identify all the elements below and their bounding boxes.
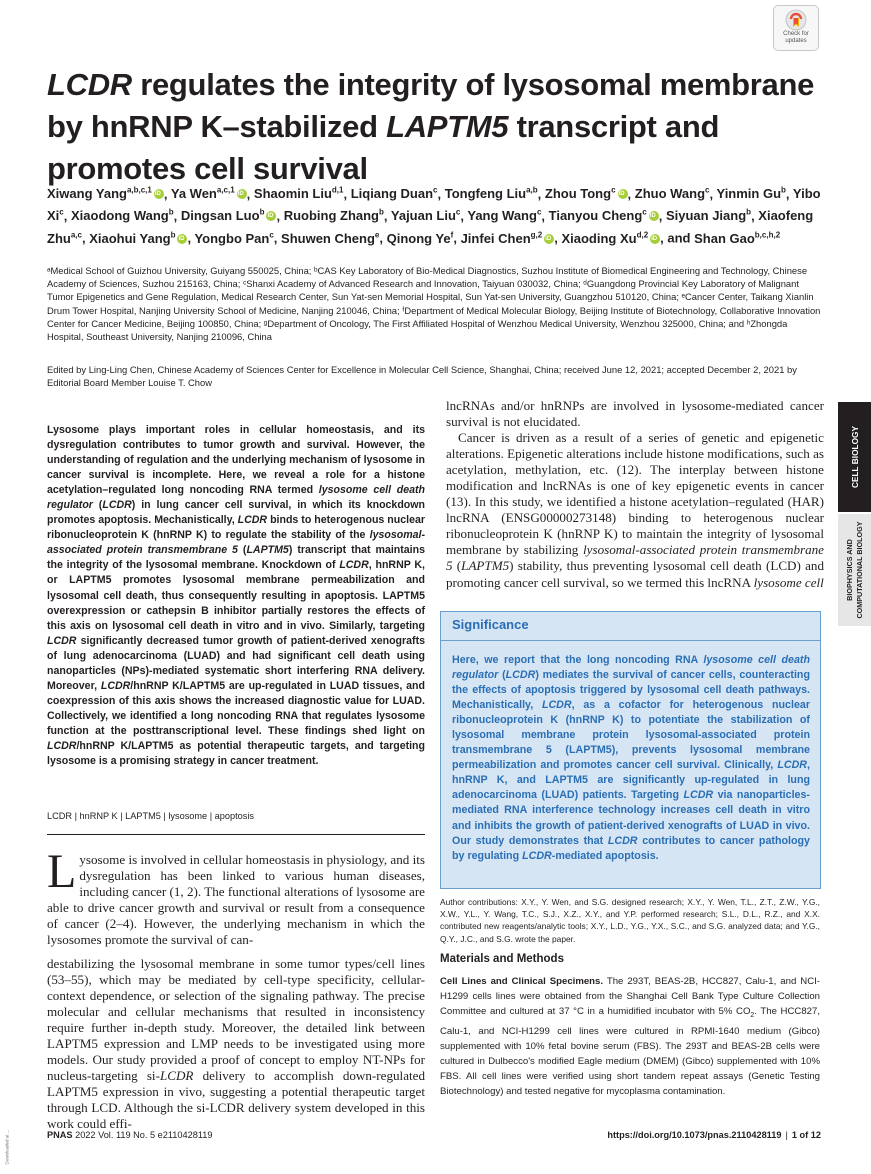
abstract-text: LCDR — [102, 499, 132, 512]
sig-text: LCDR — [505, 669, 536, 682]
abstract-text: ) transcript that maintains the integrity of the lysosomal membrane. Knockdown of — [47, 544, 425, 572]
sig-text: via nanoparticles-mediated RNA interference technology increases cell death in vitro and inhibits the growth of patient-derived xenografts of LUAD in vivo. Our study demonstrates that — [452, 789, 810, 847]
right-text: ) stability, thus preventing lysosomal cell death (LCD) and promoting cancer cell survival, so we termed this lncRNA — [446, 558, 825, 590]
abstract-text: LCDR — [47, 634, 77, 647]
author[interactable] — [71, 208, 174, 223]
author-name: Yongbo Pan — [194, 230, 270, 246]
abstract-text: binds to heterogenous nuclear ribonucleoprotein K (hnRNP K) to regulate the stability of the — [47, 514, 425, 542]
orcid-icon[interactable] — [618, 189, 628, 199]
sig-text: LCDR — [607, 834, 638, 847]
abstract-text: ( — [92, 499, 103, 512]
author[interactable] — [461, 231, 555, 246]
author[interactable] — [281, 231, 379, 246]
author-name: Xiaohui Yang — [89, 230, 171, 246]
author-name: Shan Gao — [694, 230, 755, 246]
abstract — [47, 423, 425, 769]
author-affiliation-marker: f — [450, 230, 454, 240]
author-contributions: Author contributions: X.Y., Y. Wen, and S.G. designed research; X.Y., Y. Wen, T.L., Z.T., Z.W., Y.G., X.W., Y.L., Y. Wang, T.C., S.J., X.Z., X.Y., and Y.P. performed research; S.L., D.L., R.Z., and X.X. contributed new reagents/analytic tools; X.Y., L.D., Y.G., Y.X., S.C., and S.G. analyzed data; and Y.G., Q.Y., J.C., and S.G. wrote the paper. — [440, 897, 820, 944]
bookmark-icon — [785, 9, 807, 31]
author-name: Ya Wen — [170, 186, 217, 202]
title-part-lcdr: LCDR — [47, 67, 132, 102]
divider — [47, 834, 425, 835]
orcid-icon[interactable] — [237, 189, 247, 199]
footer-right — [574, 1130, 821, 1140]
author-affiliation-marker: a,c — [70, 230, 82, 240]
author-affiliation-marker: c — [269, 230, 274, 240]
author[interactable] — [387, 231, 454, 246]
right-text: Cancer is driven as a result of a series of genetic and epigenetic alterations. Epigenetic alterations include histone modifications, such as acetylation, methylation, etc. (12). The interplay between histone modification and lncRNAs is one of key epigenetic events in cancer (13). In this study, we identified a histone acetylation–regulated (HAR) lncRNA (ENSG00000273148) binding to heterogenous nuclear ribonucleoprotein K (hnRNP K) to maintain the integrity of lysosomal membrane by stabilizing — [446, 430, 824, 558]
orcid-icon[interactable] — [649, 211, 659, 221]
orcid-icon[interactable] — [544, 234, 554, 244]
author-affiliation-marker: b — [746, 208, 752, 218]
sig-text: lysosome cell death regulator — [452, 654, 810, 682]
abstract-text: /hnRNP K/LAPTM5 are up-regulated in LUAD tissues, and coexpression of this axis shows the increased diagnostic value for LUAD. Collectively, we identified a long noncoding RNA that regulates lysosome function at the posttranscriptional level. These findings shed light on — [47, 679, 425, 737]
author[interactable] — [194, 231, 273, 246]
author-affiliation-marker: e — [374, 230, 380, 240]
tab-biophysics-label — [845, 521, 865, 618]
author-affiliation-marker: a,b — [526, 186, 538, 195]
abstract-text: LCDR — [339, 559, 369, 572]
significance-divider — [441, 640, 820, 641]
sig-text: , hnRNP K, and LAPTM5 are significantly up-regulated in lung adenocarcinoma (LUAD) patients. Targeting — [452, 759, 810, 802]
right-text-italic: LAPTM5 — [461, 558, 510, 574]
title-part-laptm5: LAPTM5 — [386, 109, 509, 144]
citation-text: 2022 Vol. 119 No. 5 e2110428119 — [72, 1130, 213, 1140]
intro-paragraph-1 — [47, 845, 425, 948]
author-affiliation-marker: b,c,h,2 — [754, 230, 781, 240]
orcid-icon[interactable] — [154, 189, 164, 199]
footer-separator: | — [785, 1130, 788, 1140]
download-watermark — [2, 1122, 12, 1172]
edited-by-line: Edited by Ling-Ling Chen, Chinese Academy of Sciences Center for Excellence in Molecular Cell Science, Shanghai, China; received June 12, 2021; accepted December 2, 2021 by Editorial Board Member Louise T. Chow — [47, 364, 797, 388]
author-name: Xiaofeng Zhu — [47, 208, 814, 246]
right-paragraph-2 — [446, 430, 824, 590]
badge-line-2: updates — [785, 38, 807, 44]
author[interactable] — [694, 231, 780, 246]
abstract-text: LAPTM5 — [246, 544, 289, 557]
author-affiliation-marker: c — [611, 186, 616, 195]
affiliations: ᵃMedical School of Guizhou University, Guiyang 550025, China; ᵇCAS Key Laboratory of Bio-Medical Diagnostics, Suzhou Institute of Biomedical Engineering and Technology, Chinese Academy of Sciences, Suzhou 215163, China; ᶜShanxi Academy of Advanced Research and Innovation, Taiyuan 030032, China; ᵈGuangdong Provincial Key Laboratory of Malignant Tumor Epigenetics and Gene Regulation, Medical Research Center, Sun Yat-sen Memorial Hospital, Sun Yat-sen University, Guangzhou 510120, China; ᵉCancer Center, Taikang Xianlin Drum Tower Hospital, Nanjing University School of Medicine, Nanjing 210046, China; ᶠDepartment of Medical Molecular Biology, Beijing Institute of Biotechnology, Collaborative Innovation Center for Cancer Medicine, Beijing 100850, China; ᵍDepartment of Oncology, The First Affiliated Hospital of Wenzhou Medical University, Wenzhou 325000, China; and ʰZhongda Hospital, Southeast University, Nanjing 210096, China — [47, 265, 821, 343]
abstract-text: , hnRNP K, or LAPTM5 promotes lysosomal membrane permeabilization and lysosomal cell death, thus consequently resulting in apoptosis. LAPTM5 overexpression or cathepsin B inhibitor partially restores the effects of this axis on lysosomal cell death in vitro and in vivo. Similarly, targeting — [47, 559, 425, 632]
watermark-text: Downloaded at ... — [4, 1129, 10, 1165]
check-for-updates-badge[interactable] — [773, 5, 819, 51]
author-name: Shuwen Cheng — [281, 230, 375, 246]
author-name: Zhou Tong — [544, 186, 612, 202]
author-affiliation-marker: c — [642, 208, 647, 218]
author-name: Jinfei Chen — [460, 230, 531, 246]
sig-text: ( — [498, 669, 506, 682]
author-affiliation-marker: g,2 — [530, 230, 543, 240]
author[interactable] — [549, 208, 659, 223]
title-part-2: regulates the integrity of lysosomal membrane by hnRNP K–stabilized — [47, 67, 815, 144]
author-name: Ruobing Zhang — [283, 208, 379, 224]
sig-text: , as a cofactor for heterogenous nuclear ribonucleoprotein K (hnRNP K) to potentiate the stabilization of lysosomal membrane protein lysosomal-associated protein transmembrane 5 (LAPTM5), prevents lysosomal membrane permeabilization and promotes cancer cell survival. Clinically, — [452, 699, 810, 772]
orcid-icon[interactable] — [266, 211, 276, 221]
significance-title: Significance — [452, 617, 529, 632]
author-affiliation-marker: c — [59, 208, 64, 218]
author[interactable] — [717, 186, 786, 201]
title-part-4: transcript and promotes cell survival — [47, 109, 720, 186]
methods-heading: Materials and Methods — [440, 953, 564, 965]
author-affiliation-marker: c — [433, 186, 438, 195]
author-affiliation-marker: d,1 — [331, 186, 344, 195]
tab-biophysics[interactable] — [838, 514, 871, 626]
keywords: LCDR | hnRNP K | LAPTM5 | lysosome | apoptosis — [47, 811, 254, 821]
author[interactable] — [351, 186, 438, 201]
sig-text: LCDR — [541, 699, 572, 712]
right-paragraph-1: lncRNAs and/or hnRNPs are involved in lysosome-mediated cancer survival is not elucidated. — [446, 398, 824, 430]
doi-link[interactable]: https://doi.org/10.1073/pnas.2110428119 — [607, 1130, 782, 1140]
sig-text: LCDR — [683, 789, 714, 802]
methods-subheading: Cell Lines and Clinical Specimens. — [440, 976, 604, 987]
methods-body-subscript: 2 — [750, 1012, 755, 1020]
author-name: Xiaodong Wang — [70, 208, 169, 224]
author[interactable] — [171, 186, 247, 201]
orcid-icon[interactable] — [177, 234, 187, 244]
author-name: Xiwang Yang — [47, 186, 127, 202]
methods-text — [440, 974, 820, 1100]
intro-text: ysosome is involved in cellular homeostasis in physiology, and its dysregulation has been linked to various human diseases, including cancer (1, 2). The functional alterations of lysosome are able to drive cancer growth and survival or result from a consequence of cancer (2–4). However, the underlying mechanism in which the lysosomes promote the survival of can- — [47, 852, 425, 948]
sig-text: LCDR — [522, 849, 552, 862]
sig-text: LCDR — [777, 759, 808, 772]
author-name: Tianyou Cheng — [548, 208, 643, 224]
journal-name: PNAS — [47, 1130, 73, 1140]
author-affiliation-marker: c — [536, 208, 542, 218]
author-affiliation-marker: b — [170, 230, 176, 240]
author-name: Yajuan Liu — [390, 208, 456, 224]
author-affiliation-marker: a,b,c,1 — [126, 186, 152, 195]
author-list: Xiwang Yang$^{a,b,c,1}$iD , Ya Wen$^{a,c,1}$iD , Shaomin Liu$^{d,1}$, Liqiang Duan$^c$, Tongfeng Liu$^{a,b}$, Zhou Tong$^c$iD , Zhuo Wang$^c$, Yinmin Gu$^b$, Yibo Xi$^c$, Xiaodong Wang$^b$, Dingsan Luo$^b$iD , Ruobing Zhang$^b$, Yajuan Liu$^c$, Yang Wang$^c$, Tianyou Cheng$^c$iD , Siyuan Jiang$^b$, Xiaofeng Zhu$^{a,c}$, Xiaohui Yang$^b$iD , Yongbo Pan$^c$, Shuwen Cheng$^e$, Qinong Ye$^f$, Jinfei Chen$^{g,2}$iD , Xiaoding Xu$^{d,2}$iD , and Shan Gao$^{b,c,h,2}$ — [47, 182, 822, 248]
author-name: Liqiang Duan — [350, 186, 434, 202]
author[interactable] — [47, 186, 164, 201]
tab-biophysics-line-1: BIOPHYSICS AND — [844, 539, 854, 601]
abstract-text: LCDR — [237, 514, 268, 527]
author[interactable] — [445, 186, 538, 201]
author-affiliation-marker: a,c,1 — [216, 186, 235, 195]
right-column-text — [446, 398, 824, 591]
tab-biophysics-line-2: COMPUTATIONAL BIOLOGY — [854, 521, 864, 619]
abstract-text: lysosome cell death regulator — [47, 484, 425, 512]
author[interactable] — [545, 186, 628, 201]
author[interactable] — [666, 208, 751, 223]
abstract-text: Lysosome plays important roles in cellular homeostasis, and its dysregulation contributes to tumor growth and survival. However, the understanding of regulation and the underlying mechanism of lysosome in cancer survival is incomplete. Here, we reveal a role for a histone acetylation–regulated long noncoding RNA termed — [47, 424, 425, 497]
article-title — [47, 64, 817, 190]
sig-text: -mediated apoptosis. — [551, 849, 659, 862]
author[interactable] — [89, 231, 187, 246]
drop-cap: L — [47, 845, 77, 898]
right-text: ( — [452, 558, 462, 574]
badge-line-1: Check for — [783, 31, 809, 37]
author-affiliation-marker: d,2 — [636, 230, 649, 240]
author-name: Yang Wang — [467, 208, 537, 224]
sig-text: ) mediates the survival of cancer cells, counteracting the effects of apoptosis triggered by lysosomal cell death pathways. Mechanistically, — [452, 669, 810, 712]
author[interactable] — [284, 208, 384, 223]
author[interactable] — [561, 231, 660, 246]
significance-text — [452, 653, 810, 864]
author-name: Yibo Xi — [47, 186, 821, 224]
intro-text-italic: LCDR — [159, 1068, 194, 1084]
sig-text: Here, we report that the long noncoding RNA — [452, 654, 704, 666]
tab-cell-biology[interactable] — [838, 402, 871, 512]
right-text-italic: lysosome cell — [753, 574, 824, 590]
author-affiliation-marker: c — [705, 186, 710, 195]
author[interactable] — [254, 186, 344, 201]
author-affiliation-marker: b — [259, 208, 265, 218]
intro-text: delivery to accomplish down-regulated LAPTM5 expression in vivo, suggesting a potential therapeutic target through LCD. Although the si-LCDR delivery system developed in this work could effi- — [47, 1068, 426, 1132]
tab-cell-biology-label: CELL BIOLOGY — [849, 425, 860, 489]
author[interactable] — [467, 208, 541, 223]
abstract-text: lysosomal-associated protein transmembrane 5 — [47, 529, 425, 557]
abstract-text: LCDR — [100, 679, 131, 692]
author-name: Xiaoding Xu — [561, 230, 637, 246]
page-number: 1 of 12 — [791, 1130, 821, 1140]
abstract-text: ) in lung cancer cell survival, in which its knockdown promotes apoptosis. Mechanistically, — [47, 499, 425, 527]
methods-body: . The HCC827, Calu-1, and NCI-H1299 cell lines were cultured in RPMI-1640 medium (Gibco) supplemented with 10% fetal bovine serum (FBS). The 293T and BEAS-2B cells were cultured in Dulbecco's modified Eagle medium (DMEM) (Gibco) supplemented with 10% FBS. All cell lines were verified using short tandem repeat assays (Genetic Testing Biotechnology) and tested negative for mycoplasma contamination. — [440, 1006, 820, 1098]
sig-text: contributes to cancer pathology by regulating — [452, 834, 810, 862]
intro-text: destabilizing the lysosomal membrane in some tumor types/cell lines (53–55), which may be mediated by cell-type specificity, cellular-context dependence, or selection of the signaling pathway. The precise molecular and cellular mechanisms that resulted in inconsistency require further in-depth study. Moreover, the detailed link between LAPTM5 expression and LMP needs to be investigated using more models. Our study provided a proof of concept to employ NT-NPs for nucleus-targeting si- — [47, 956, 425, 1084]
author-affiliation-marker: b — [379, 208, 384, 218]
author-name: Qinong Ye — [386, 230, 451, 246]
abstract-text: significantly decreased tumor growth of patient-derived xenografts of lung adenocarcinoma (LUAD) and had significant cell death using nanoparticles (NPs)-mediated systematic short interfering RNA delivery. Moreover, — [47, 634, 425, 692]
author[interactable] — [635, 186, 710, 201]
author-name: Yinmin Gu — [716, 186, 782, 202]
author-name: Dingsan Luo — [180, 208, 260, 224]
intro-paragraph-2 — [47, 956, 425, 1133]
author-name: Siyuan Jiang — [665, 208, 747, 224]
abstract-text: LCDR — [47, 739, 77, 752]
author[interactable] — [181, 208, 277, 223]
author-name: Shaomin Liu — [253, 186, 332, 202]
abstract-text: ( — [237, 544, 247, 557]
abstract-text: /hnRNP K/LAPTM5 as potential therapeutic targets, and targeting lysosome is a promising strategy in cancer treatment. — [47, 739, 425, 768]
author-name: Tongfeng Liu — [444, 186, 527, 202]
right-text-italic: lysosomal-associated protein transmembrane 5 — [446, 542, 824, 574]
author[interactable] — [391, 208, 460, 223]
author-name: Zhuo Wang — [634, 186, 706, 202]
author-affiliation-marker: b — [168, 208, 174, 218]
author-affiliation-marker: c — [455, 208, 461, 218]
orcid-icon[interactable] — [650, 234, 660, 244]
footer-citation — [47, 1130, 213, 1140]
author-affiliation-marker: b — [781, 186, 786, 195]
methods-body: The 293T, BEAS-2B, HCC827, Calu-1, and NCI-H1299 cells lines were obtained from the Shanghai Cell Bank Type Culture Collection Committee and cultured at 37 °C in a humidified incubator with 5% CO — [440, 976, 820, 1018]
